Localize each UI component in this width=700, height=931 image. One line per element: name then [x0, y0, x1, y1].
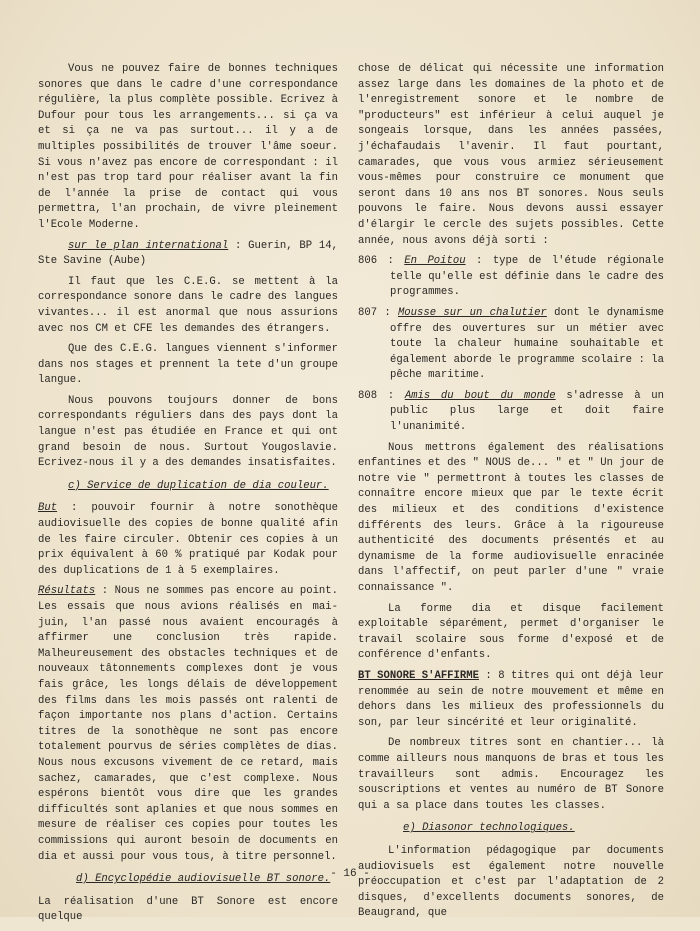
list-item — [358, 389, 664, 436]
paragraph: L'information pédagogique par documents audiovisuels est également notre nouvelle préoccupation et c'est par l'adaptation de 2 disques, d'excellents documents sonores, de Beaugrand, que — [358, 844, 664, 920]
section-heading — [358, 821, 664, 837]
paragraph: De nombreux titres sont en chantier... là comme ailleurs nous manquons de bras et tous les travailleurs sont admis. Encouragez les souscriptions et ventes au numéro de BT Sonore qui a sa place dans toutes les classes. — [358, 737, 664, 812]
paragraph — [38, 239, 338, 270]
list-item-text: dont le dynamisme offre des ouvertures sur un métier avec toute la chaleur humaine souhaitable et également aborde le programme scolaire : la pêche maritime. — [390, 306, 665, 382]
list-item-text: s'adresse à un public plus large et doit faire l'unanimité. — [390, 389, 664, 434]
subheading: sur le plan international — [68, 239, 229, 252]
list-item-number: 806 : — [358, 255, 405, 268]
title-list — [358, 254, 664, 436]
paragraph: La réalisation d'une BT Sonore est encore quelque — [38, 895, 338, 924]
section-heading: BT SONORE S'AFFIRME — [358, 669, 479, 682]
section-heading-text: e) Diasonor technologiques. — [403, 822, 575, 835]
list-item-title: En Poitou — [404, 255, 466, 268]
paragraph — [38, 584, 338, 865]
list-item-number: 807 : — [358, 306, 398, 319]
section-heading-text: c) Service de duplication de dia couleur. — [68, 479, 329, 492]
list-item-text: : type de l'étude régionale telle qu'elle est définie dans le cadre des programmes. — [390, 255, 664, 299]
paragraph: Vous ne pouvez faire de bonnes techniques sonores que dans le cadre d'une correspondance régulière, la plus complète possible. Ecrivez à Dufour pour tous les arrangements... si ça va et si ça ne va pas surtout... il y a de multiples possibilités de trouver l'âme soeur. Si vous n'avez pas encore de correspondant : il n'est pas trop tard pour réaliser avant la fin de l'année la prise de contact qui vous permettra, l'an prochain, de vivre pleinement l'Ecole Moderne. — [38, 63, 338, 231]
paragraph: La forme dia et disque facilement exploitable séparément, permet d'organiser le travail scolaire sous forme d'exposé et de conférence d'enfants. — [358, 602, 664, 662]
lead-word: Résultats — [38, 585, 96, 598]
list-item — [358, 306, 664, 384]
list-item-title: Mousse sur un chalutier — [397, 306, 547, 319]
page-number: - 16 - — [330, 868, 370, 880]
left-column — [38, 62, 338, 931]
paragraph: Nous pouvons toujours donner de bons correspondants réguliers dans des pays dont la langue n'est pas étudiée en France et qui ont grand besoin de nous. Surtout Yougoslavie. Ecrivez-nous il y a des demandes insatisfaites. — [38, 394, 338, 470]
list-item-title: Amis du bout du monde — [404, 389, 556, 402]
lead-word: But — [38, 502, 58, 515]
paragraph-text: : Guerin, BP 14, Ste Savine (Aube) — [38, 239, 338, 268]
paragraph: Nous mettrons également des réalisations enfantines et des " NOUS de... " et " Un jour de notre vie " permettront à toutes les classes de connaître encore mieux que par le texte écrit des milieux et des conditions d'existence différents des leurs. Grâce à la rigoureuse authenticité des documents présentés et au dynamisme de la forme audiovisuelle enracinée dans l'affectif, on peut parler d'une " vraie connaissance ". — [358, 441, 664, 594]
paragraph-text: : Nous ne sommes pas encore au point. Les essais que nous avions réalisés en mai-juin, l'an passé nous avaient encouragés à affirmer une conclusion très rapide. Malheureusement des obstacles techniques et de nouveaux tâtonnements complexes dont je vous fais grâce, les longs délais de développement des films dans les mois passés ont ralenti de façon importante nos plans d'action. Certains titres de la sonothèque ne sont pas encore totalement pourvus de séries complètes de dias. Nous nous excusons vivement de ce retard, mais sachez, camarades, que c'est complexe. Nous espérons bientôt vous dire que les grandes difficultés sont aplanies et que nous sommes en mesure de réaliser ces copies pour toutes les commissions qui auront besoin de documents en dia et aussi pour vous tous, à titre personnel. — [38, 585, 338, 863]
right-column — [358, 62, 664, 927]
paragraph: Que des C.E.G. langues viennent s'informer dans nos stages et prennent la tete d'un groupe langue. — [38, 343, 338, 387]
paragraph-text: : 8 titres qui ont déjà leur renommée au sein de notre mouvement et même en dehors dans les milieux des professionnels du son, par leur sincérité et leur originalité. — [358, 669, 664, 729]
section-heading-text: d) Encyclopédie audiovisuelle BT sonore. — [76, 873, 331, 886]
list-item-number: 808 : — [358, 389, 405, 402]
paragraph-text: : pouvoir fournir à notre sonothèque audiovisuelle des copies de bonne qualité afin de les faire circuler. Obtenir ces copies à un prix équivalent à 60 % pratiqué par Kodak pour des duplications de 1 à 5 exemplaires. — [38, 502, 338, 577]
paragraph: Il faut que les C.E.G. se mettent à la correspondance sonore dans le cadre des langues vivantes... il est anormal que nous assurions avec nos CM et CFE les demandes des étrangers. — [38, 275, 338, 335]
section-heading — [38, 479, 338, 495]
paragraph: chose de délicat qui nécessite une information assez large dans les domaines de la photo et de l'enregistrement sonore et le nombre de "producteurs" est inférieur à celui auquel je songeais lorsque, dans les années passées, j'échafaudais l'avenir. Il faut pourtant, camarades, que vous vous armiez sérieusement vous-mêmes pour construire ce monument que seront dans 10 ans nos BT sonores. Nous seuls pouvons le faire. Nous devons aussi essayer d'élargir le cercle des sujets possibles. Cette année, nous avons déjà sorti : — [358, 63, 664, 247]
paragraph — [38, 501, 338, 579]
list-item — [358, 254, 664, 301]
paragraph — [358, 669, 664, 731]
